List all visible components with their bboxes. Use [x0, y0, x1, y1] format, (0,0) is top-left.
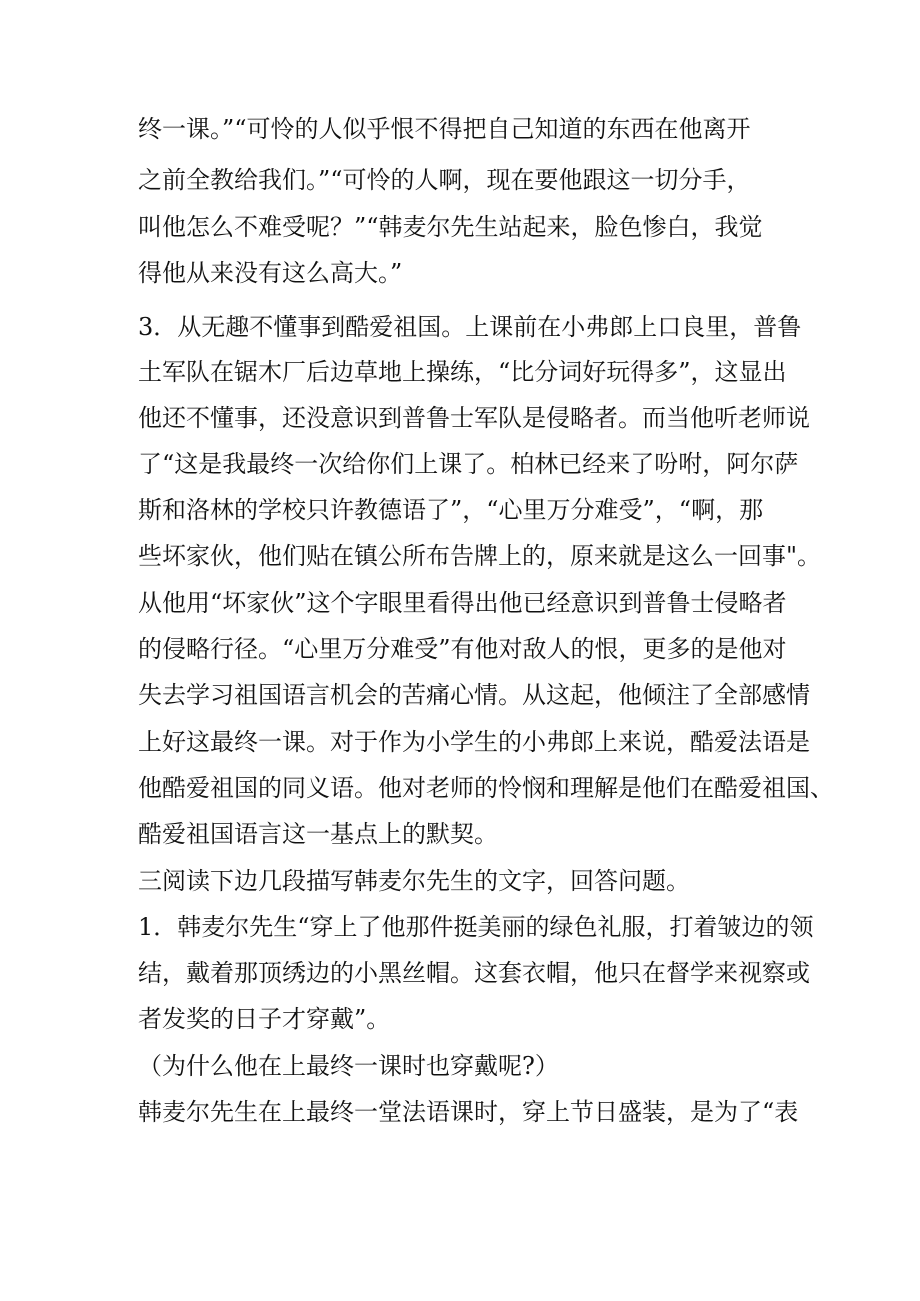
text-line: 终一课。”“可怜的人似乎恨不得把自己知道的东西在他离开	[138, 115, 751, 143]
text-line: 了“这是我最终一次给你们上课了。柏林已经来了吩咐，阿尔萨	[138, 450, 799, 478]
text-line: 他酷爱祖国的同义语。他对老师的怜悯和理解是他们在酷爱祖国、	[138, 774, 834, 802]
text-line: 1．韩麦尔先生“穿上了他那件挺美丽的绿色礼服，打着皱边的领	[138, 913, 814, 941]
text-line: 的侵略行径。“心里万分难受”有他对敌人的恨，更多的是他对	[138, 635, 787, 663]
text-line: 者发奖的日子才穿戴”。	[138, 1005, 391, 1033]
text-line: 3．从无趣不懂事到酷爱祖国。上课前在小弗郎上口良里，普鲁	[138, 313, 802, 341]
text-line: 失去学习祖国语言机会的苦痛心情。从这起，他倾注了全部感情	[138, 681, 810, 709]
text-line: 得他从来没有这么高大。”	[138, 259, 403, 287]
text-line: 结，戴着那顶绣边的小黑丝帽。这套衣帽，他只在督学来视察或	[138, 959, 810, 987]
text-line: 之前全教给我们。”“可怜的人啊，现在要他跟这一切分手，	[138, 166, 751, 194]
text-line: 些坏家伙，他们贴在镇公所布告牌上的，原来就是这么一回事"。	[138, 542, 822, 570]
text-line: 三阅读下边几段描写韩麦尔先生的文字，回答问题。	[138, 867, 690, 895]
text-line: 韩麦尔先生在上最终一堂法语课时，穿上节日盛装，是为了“表	[138, 1098, 799, 1126]
text-line: 上好这最终一课。对于作为小学生的小弗郎上来说，酷爱法语是	[138, 728, 810, 756]
text-line: 酷爱祖国语言这一基点上的默契。	[138, 820, 498, 848]
text-line: （为什么他在上最终一课时也穿戴呢?）	[138, 1052, 559, 1080]
text-line: 斯和洛林的学校只许教德语了”，“心里万分难受”，“啊，那	[138, 496, 764, 524]
text-line: 他还不懂事，还没意识到普鲁士军队是侵略者。而当他听老师说	[138, 404, 810, 432]
text-line: 从他用“坏家伙”这个字眼里看得出他已经意识到普鲁士侵略者	[138, 589, 787, 617]
text-line: 叫他怎么不难受呢？”“韩麦尔先生站起来，脸色惨白，我觉	[138, 213, 763, 241]
text-line: 土军队在锯木厂后边草地上操练，“比分词好玩得多”，这显出	[138, 358, 787, 386]
